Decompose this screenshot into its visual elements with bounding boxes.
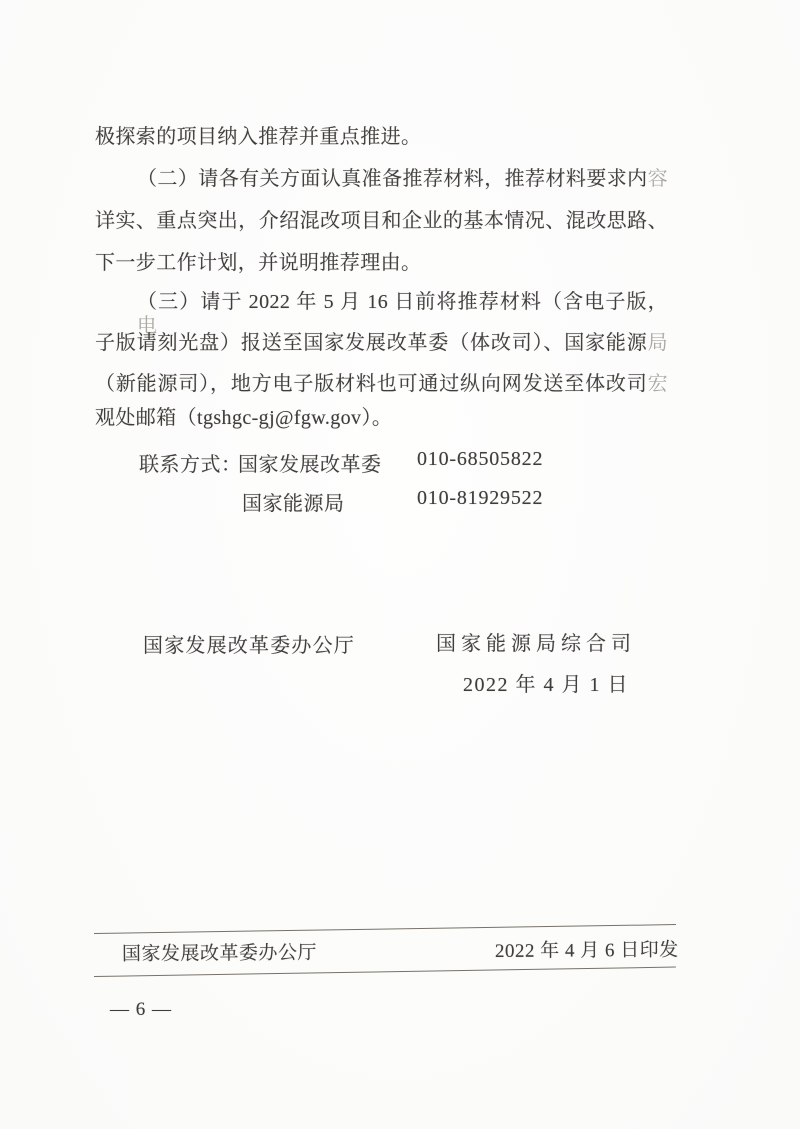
body-line-8	[95, 406, 392, 430]
faded-char: 局	[647, 332, 668, 354]
body-line-7	[95, 372, 668, 396]
contact-phone-nea: 010-81929522	[417, 487, 544, 509]
contact-phone-ndrc: 010-68505822	[417, 448, 544, 470]
body-line-6	[95, 331, 668, 355]
body-text: （新能源司），地方电子版材料也可通过纵向网发送至体改司	[95, 373, 648, 395]
body-text: （二）请各有关方面认真准备推荐材料，推荐材料要求内	[137, 168, 648, 190]
faded-char: 宏	[647, 373, 668, 395]
footer-rule-top	[94, 924, 676, 934]
signature-org-right: 国家能源局综合司	[436, 633, 636, 655]
faded-char: 电	[137, 315, 158, 337]
page-number: — 6 —	[110, 999, 172, 1020]
faded-char: 容	[647, 168, 668, 190]
body-text: 极探索的项目纳入推荐并重点推进。	[95, 126, 422, 148]
contact-label: 联系方式：	[139, 454, 242, 476]
body-text: 下一步工作计划，并说明推荐理由。	[95, 252, 422, 274]
contact-org-ndrc: 国家发展改革委	[238, 454, 382, 476]
body-text: 详实、重点突出，介绍混改项目和企业的基本情况、混改思路、	[95, 210, 668, 232]
signature-org-left: 国家发展改革委办公厅	[143, 635, 355, 657]
body-text: 子版请刻光盘）报送至国家发展改革委（体改司）、国家能源	[95, 332, 648, 354]
body-text: 观处邮箱（tgshgc-gj@fgw.gov）。	[95, 407, 393, 429]
body-line-2	[137, 167, 668, 191]
body-line-1	[95, 125, 421, 149]
body-line-4	[95, 251, 421, 275]
signature-date: 2022 年 4 月 1 日	[463, 674, 629, 696]
footer-rule-bottom	[94, 967, 676, 977]
contact-org-nea: 国家能源局	[242, 493, 345, 515]
footer-print-date: 2022 年 4 月 6 日印发	[494, 939, 679, 962]
body-text: （三）请于 2022 年 5 月 16 日前将推荐材料（含电子版，	[137, 291, 668, 313]
footer-issuer: 国家发展改革委办公厅	[121, 942, 318, 965]
body-line-3	[95, 209, 668, 233]
